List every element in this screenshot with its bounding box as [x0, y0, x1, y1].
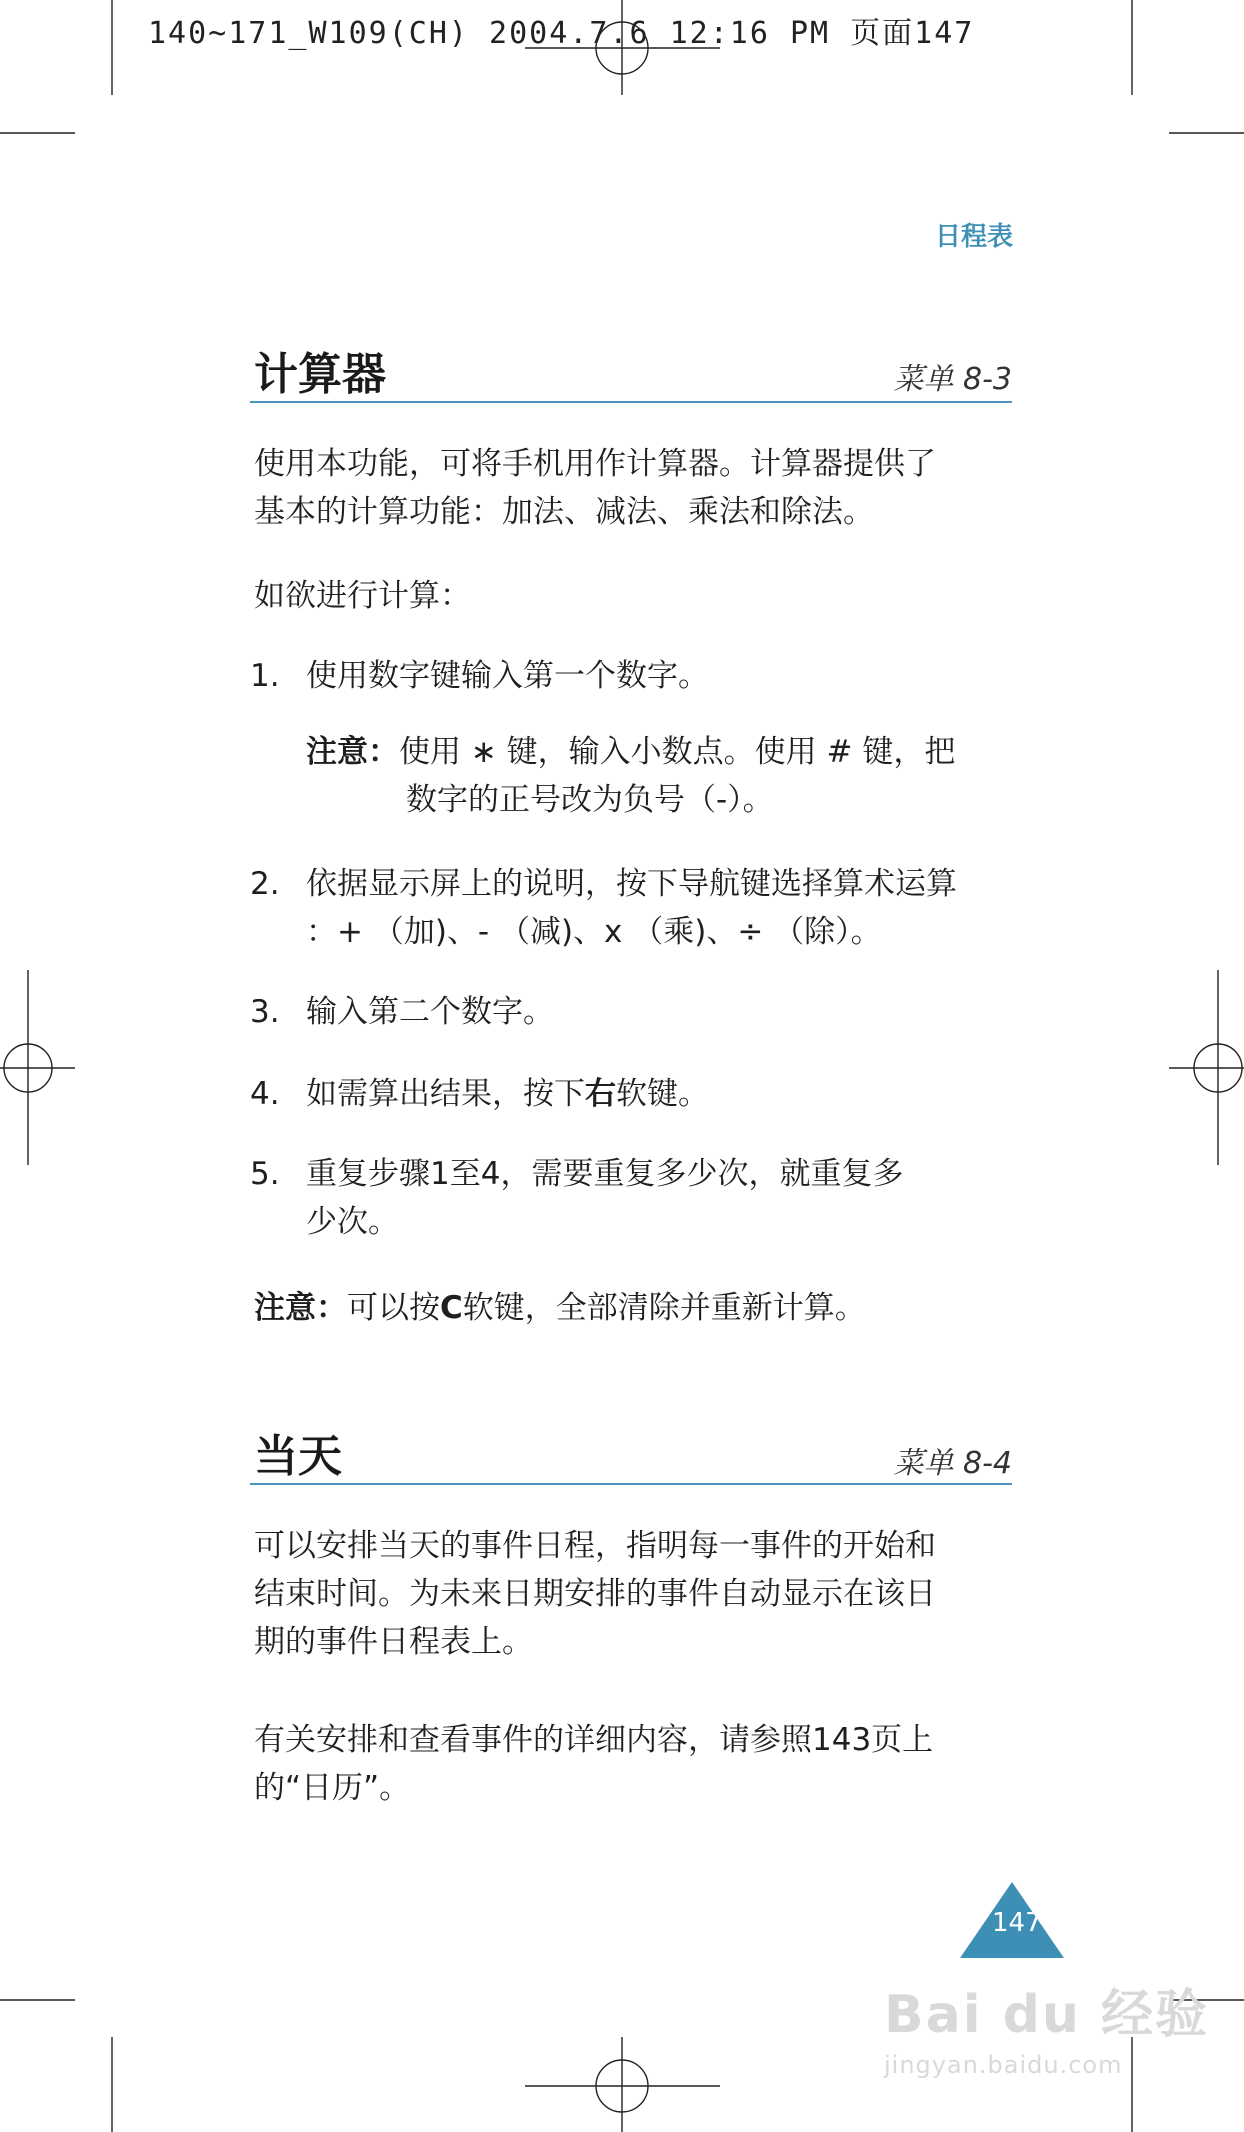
soft-key-label: C: [440, 1290, 463, 1326]
note-label: 注意：: [254, 1290, 347, 1326]
step-note: [306, 728, 1016, 818]
step-number: 3.: [250, 994, 280, 1030]
step-text: 输入第二个数字。: [306, 994, 554, 1030]
step-number: 4.: [250, 1076, 280, 1112]
paragraph-line: 结束时间。为未来日期安排的事件自动显示在该日: [254, 1576, 936, 1612]
paragraph-line: 有关安排和查看事件的详细内容，请参照143页上: [254, 1722, 934, 1758]
menu-reference: 菜单 8-3: [893, 362, 1012, 397]
soft-key-label: 右: [585, 1076, 616, 1112]
step-text: 使用数字键输入第一个数字。: [306, 658, 709, 694]
section-rule: [250, 1483, 1012, 1485]
watermark-url: jingyan.baidu.com: [884, 2051, 1123, 2079]
watermark-brand: Bai du 经验: [884, 1985, 1209, 2045]
step-text: 依据显示屏上的说明，按下导航键选择算术运算: [306, 866, 957, 902]
menu-reference: 菜单 8-4: [893, 1446, 1012, 1481]
intro-line: 基本的计算功能：加法、减法、乘法和除法。: [254, 494, 874, 530]
step-body: [306, 1150, 1020, 1246]
intro-line: 使用本功能，可将手机用作计算器。计算器提供了: [254, 446, 936, 482]
step-number: 2.: [250, 866, 280, 902]
page-number: 147: [992, 1908, 1042, 1938]
print-slug: 140~171_W109(CH) 2004.7.6 12:16 PM 页面147: [148, 16, 975, 51]
paragraph-line: 期的事件日程表上。: [254, 1624, 533, 1660]
final-note: [254, 1284, 1014, 1332]
note-label: 注意：: [306, 734, 399, 770]
watermark: [884, 1972, 1209, 2079]
paragraph-line: 的“日历”。: [254, 1770, 411, 1806]
step-body: [306, 1070, 1020, 1118]
section-title-today: 当天: [254, 1431, 342, 1482]
lead-text: 如欲进行计算：: [254, 578, 471, 614]
step-text: 少次。: [306, 1204, 399, 1240]
note-text: 可以按: [347, 1290, 440, 1326]
step-text: 软键。: [616, 1076, 709, 1112]
note-text: 数字的正号改为负号（-）。: [406, 782, 774, 818]
note-text: 使用 ∗ 键，输入小数点。使用 # 键，把: [399, 734, 956, 770]
reference-paragraph: [254, 1716, 1014, 1812]
running-head: 日程表: [935, 222, 1014, 252]
step-text: 如需算出结果，按下: [306, 1076, 585, 1112]
note-text: 软键，全部清除并重新计算。: [462, 1290, 866, 1326]
step-number: 5.: [250, 1156, 280, 1192]
paragraph-line: 可以安排当天的事件日程，指明每一事件的开始和: [254, 1528, 936, 1564]
section-title-calculator: 计算器: [254, 349, 386, 400]
today-paragraph: [254, 1522, 1014, 1666]
intro-paragraph: [254, 440, 1014, 536]
step-body: [306, 860, 1020, 956]
section-rule: [250, 401, 1012, 403]
step-number: 1.: [250, 658, 280, 694]
step-text: ：+ （加)、- （减)、x （乘)、÷ （除）。: [306, 914, 882, 950]
step-text: 重复步骤1至4，需要重复多少次，就重复多: [306, 1156, 904, 1192]
